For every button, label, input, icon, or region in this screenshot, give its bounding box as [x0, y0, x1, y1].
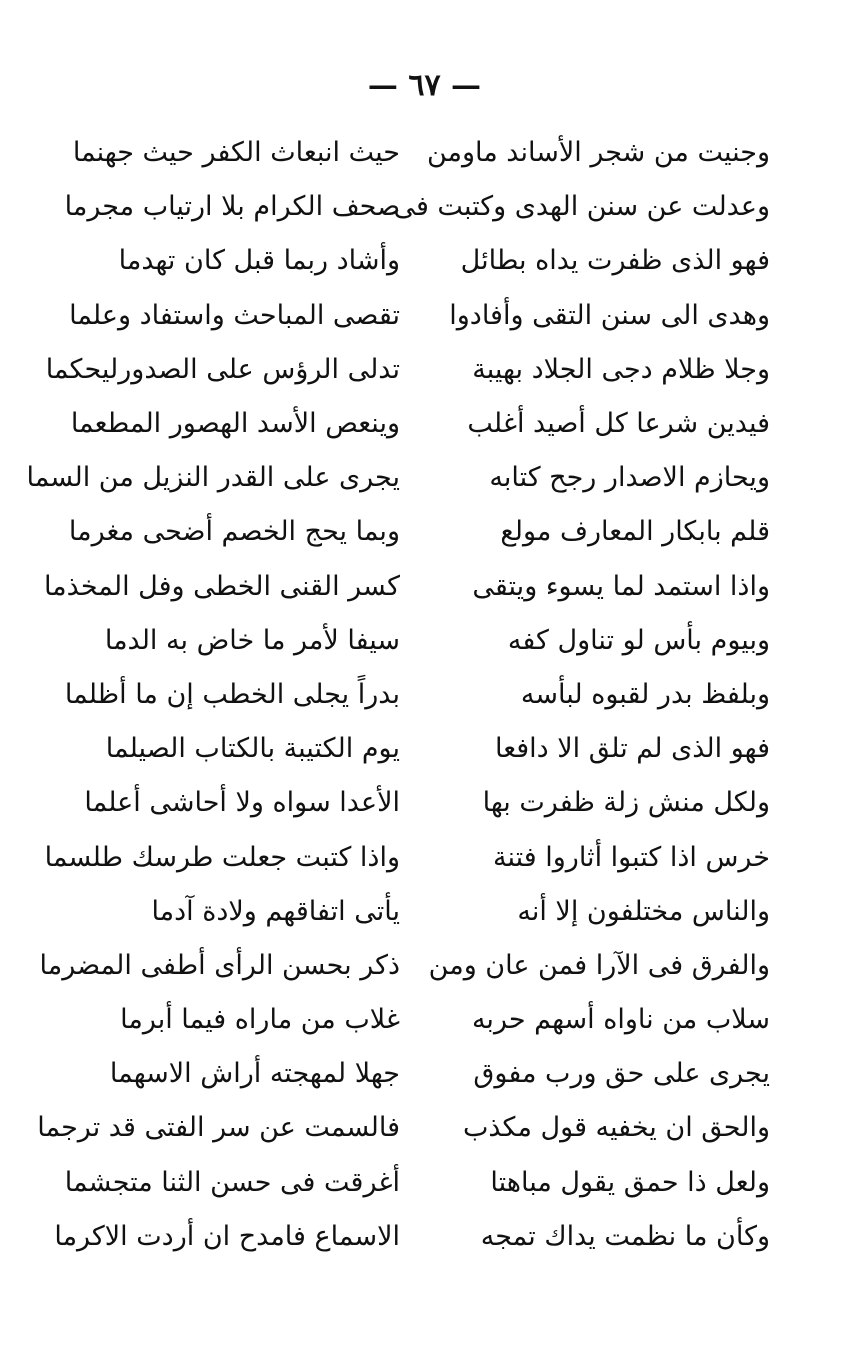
verse-second-hemistich: سيفا لأمر ما خاض به الدما — [104, 624, 400, 656]
verse — [37, 1101, 770, 1155]
verse — [70, 722, 770, 776]
verse-first-hemistich: والحق ان يخفيه قول مكذب — [462, 1112, 770, 1144]
verse-first-hemistich: وهدى الى سنن التقى وأفادوا — [449, 299, 770, 331]
verse — [39, 939, 770, 993]
verse — [70, 289, 770, 343]
verse-first-hemistich: وعدلت عن سنن الهدى وكتبت فى — [393, 191, 770, 223]
verse-first-hemistich: والناس مختلفون إلا أنه — [517, 895, 770, 927]
verse — [70, 993, 770, 1047]
verse — [70, 126, 770, 180]
verse — [26, 451, 770, 505]
verse — [44, 830, 770, 884]
verse-first-hemistich: يجرى على حق ورب مفوق — [473, 1058, 770, 1090]
verse — [64, 1156, 770, 1210]
verse — [54, 1210, 770, 1264]
verse-first-hemistich: قلم بابكار المعارف مولع — [500, 516, 770, 548]
verse — [70, 885, 770, 939]
page-number: — ٦٧ — — [367, 68, 482, 103]
verse-second-hemistich: كسر القنى الخطى وفل المخذما — [43, 570, 400, 602]
verse-second-hemistich: واذا كتبت جعلت طرسك طلسما — [44, 841, 400, 873]
verse-first-hemistich: فهو الذى لم تلق الا دافعا — [495, 733, 770, 765]
verse — [70, 1047, 770, 1101]
verse — [45, 343, 770, 397]
verse-second-hemistich: يأتى اتفاقهم ولادة آدما — [151, 895, 400, 927]
verse-first-hemistich: وبلفظ بدر لقبوه لبأسه — [520, 678, 770, 710]
verse-second-hemistich: غلاب من ماراه فيما أبرما — [120, 1004, 400, 1036]
verse-second-hemistich: جهلا لمهجته أراش الاسهما — [109, 1058, 400, 1090]
verse — [64, 668, 770, 722]
verse-second-hemistich: صحف الكرام بلا ارتياب مجرما — [64, 191, 400, 223]
verse — [70, 234, 770, 288]
poem — [26, 126, 770, 1264]
verse — [64, 180, 770, 234]
verse — [43, 560, 770, 614]
verse — [70, 776, 770, 830]
verse-second-hemistich: تقصى المباحث واستفاد وعلما — [69, 299, 400, 331]
verse-first-hemistich: وبيوم بأس لو تناول كفه — [507, 624, 770, 656]
verse-second-hemistich: بدراً يجلى الخطب إن ما أظلما — [64, 678, 400, 710]
verse-second-hemistich: الاسماع فامدح ان أردت الاكرما — [54, 1220, 400, 1252]
verse-first-hemistich: ولعل ذا حمق يقول مباهتا — [490, 1166, 770, 1198]
verse — [70, 397, 770, 451]
verse-second-hemistich: الأعدا سواه ولا أحاشى أعلما — [84, 787, 400, 819]
verse-second-hemistich: حيث انبعاث الكفر حيث جهنما — [72, 137, 400, 169]
verse-first-hemistich: والفرق فى الآرا فمن عان ومن — [428, 949, 770, 981]
verse-first-hemistich: فهو الذى ظفرت يداه بطائل — [460, 245, 770, 277]
verse-first-hemistich: سلاب من ناواه أسهم حربه — [471, 1004, 770, 1036]
verse-first-hemistich: وجنيت من شجر الأساند ماومن — [426, 137, 770, 169]
verse-second-hemistich: يوم الكتيبة بالكتاب الصيلما — [105, 733, 400, 765]
verse-first-hemistich: ولكل منش زلة ظفرت بها — [482, 787, 770, 819]
verse-first-hemistich: خرس اذا كتبوا أثاروا فتنة — [492, 841, 770, 873]
verse — [70, 505, 770, 559]
verse-first-hemistich: وكأن ما نظمت يداك تمجه — [480, 1220, 770, 1252]
verse-second-hemistich: وينعص الأسد الهصور المطعما — [70, 408, 400, 440]
verse-second-hemistich: تدلى الرؤس على الصدورليحكما — [45, 353, 400, 385]
verse-second-hemistich: فالسمت عن سر الفتى قد ترجما — [37, 1112, 400, 1144]
verse-second-hemistich: وبما يحج الخصم أضحى مغرما — [68, 516, 400, 548]
verse-second-hemistich: ذكر بحسن الرأى أطفى المضرما — [39, 949, 400, 981]
verse-second-hemistich: وأشاد ربما قبل كان تهدما — [118, 245, 400, 277]
verse — [70, 614, 770, 668]
verse-second-hemistich: يجرى على القدر النزيل من السما — [26, 462, 400, 494]
verse-first-hemistich: ويحازم الاصدار رجح كتابه — [489, 462, 770, 494]
verse-first-hemistich: واذا استمد لما يسوء ويتقى — [472, 570, 770, 602]
verse-first-hemistich: فيدين شرعا كل أصيد أغلب — [467, 408, 770, 440]
verse-second-hemistich: أغرقت فى حسن الثنا متجشما — [64, 1166, 400, 1198]
verse-first-hemistich: وجلا ظلام دجى الجلاد بهيبة — [472, 353, 770, 385]
